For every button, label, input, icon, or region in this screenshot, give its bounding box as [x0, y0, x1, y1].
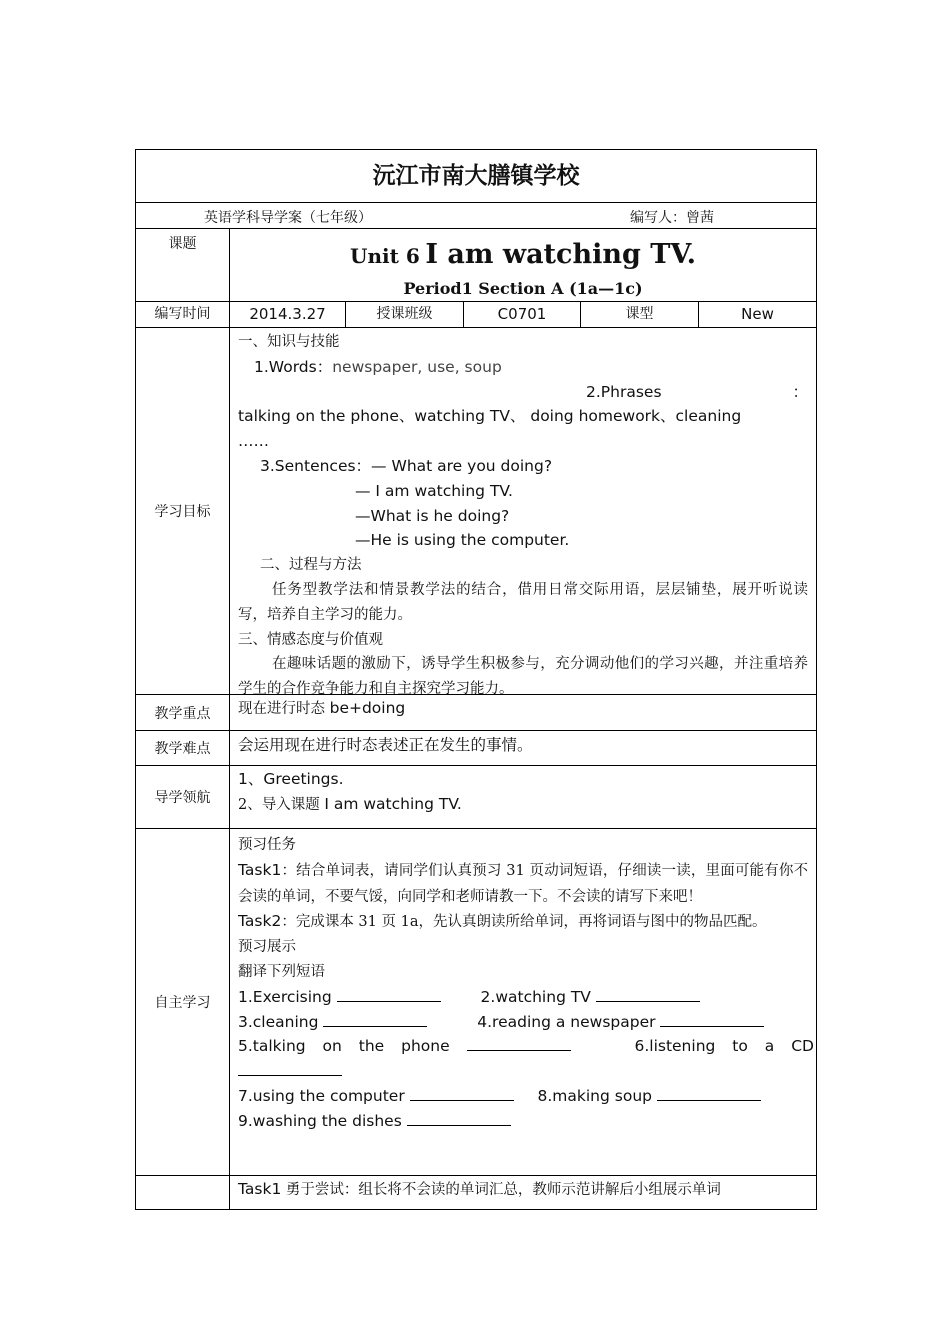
focus-text-en: be+doing: [329, 699, 406, 717]
goals-cell: [230, 328, 817, 698]
self-study-label: 自主学习: [136, 829, 230, 1176]
class-label: 授课班级: [346, 302, 464, 328]
unit-number: Unit 6: [350, 244, 420, 268]
date-value: 2014.3.27: [230, 302, 346, 328]
phrases-colon: ：: [792, 382, 809, 401]
unit-title: [230, 237, 816, 276]
phrase-3: 3.cleaning: [238, 1012, 319, 1031]
guide-line-1: 1、Greetings.: [238, 770, 344, 788]
subject-header: [136, 203, 817, 229]
difficulty-text: 会运用现在进行时态表述正在发生的事情。: [238, 736, 533, 754]
task1-label: Task1: [238, 860, 282, 879]
goals-section-1: 一、知识与技能: [238, 334, 340, 350]
topic-label: 课题: [136, 229, 230, 302]
guide-line-2-en: I am watching TV.: [324, 794, 462, 813]
phrase-7: 7.using the computer: [238, 1086, 405, 1105]
words-label: 1.Words：: [254, 357, 333, 376]
self-study-cell: [230, 829, 817, 1176]
task2-text: ：完成课本 31 页 1a，先认真朗读所给单词，再将词语与图中的物品匹配。: [281, 914, 767, 931]
answer-blank-8[interactable]: [657, 1085, 761, 1101]
sentence-2: — I am watching TV.: [355, 481, 513, 500]
phrase-8: 8.making soup: [537, 1086, 652, 1105]
lesson-plan: [135, 149, 816, 1210]
phrase-4: 4.reading a newspaper: [477, 1012, 656, 1031]
guide-line-2-cn: 2、导入课题: [238, 796, 325, 813]
date-label: 编写时间: [136, 302, 230, 328]
last-task-text: 勇于尝试：组长将不会读的单词汇总，教师示范讲解后小组展示单词: [281, 1182, 721, 1198]
phrase-5: 5.talking on the phone: [238, 1037, 450, 1056]
topic-cell: [230, 229, 817, 302]
phrase-9: 9.washing the dishes: [238, 1111, 402, 1130]
school-title: 沅江市南大膳镇学校: [136, 150, 817, 203]
phrase-row-3b: [238, 1059, 808, 1084]
goals-label: 学习目标: [136, 328, 230, 695]
phrase-row-1: [238, 985, 808, 1010]
goals-section-2: 二、过程与方法: [260, 557, 362, 574]
phrase-row-4: [238, 1084, 808, 1109]
class-value: C0701: [464, 302, 581, 328]
difficulty-label: 教学难点: [136, 731, 230, 766]
task1: [238, 858, 808, 910]
answer-blank-3[interactable]: [323, 1011, 427, 1027]
type-label: 课型: [581, 302, 699, 328]
goals-section-3-text: 在趣味话题的激励下，诱导学生积极参与，充分调动他们的学习兴趣，并注重培养学生的合作竞争能力和自主探究学习能力。: [238, 656, 809, 698]
answer-blank-4[interactable]: [660, 1011, 764, 1027]
answer-blank-2[interactable]: [596, 986, 700, 1002]
last-task: [230, 1176, 816, 1205]
phrases-more: ……: [238, 432, 269, 451]
author-label: 编写人：曾茜: [630, 210, 714, 226]
task2: [238, 909, 808, 935]
goals-section-2-text: 任务型教学法和情景教学法的结合，借用日常交际用语，层层铺垫，展开听说读写，培养自主学习的能力。: [238, 581, 809, 623]
phrase-1: 1.Exercising: [238, 987, 332, 1006]
last-row-cell: [230, 1176, 817, 1210]
unit-name: I am watching TV.: [425, 239, 696, 270]
subject-label: 英语学科导学案（七年级）: [204, 210, 372, 226]
task2-label: Task2: [238, 912, 282, 931]
sentences-label: 3.Sentences：—: [260, 456, 392, 475]
focus-label: 教学重点: [136, 695, 230, 731]
last-task-label: Task1: [238, 1180, 282, 1198]
difficulty-cell: [230, 731, 817, 766]
goals-section-3: 三、情感态度与价值观: [238, 631, 383, 648]
phrase-row-3: [238, 1034, 814, 1059]
phrase-row-2: [238, 1010, 808, 1035]
answer-blank-6[interactable]: [238, 1060, 342, 1076]
phrases-label-line: [238, 380, 808, 405]
sentence-4: —He is using the computer.: [355, 531, 570, 550]
guide-cell: [230, 766, 817, 829]
phrases-line: talking on the phone、watching TV、 doing homework、cleaning: [238, 407, 742, 426]
focus-text-cn: 现在进行时态: [238, 701, 330, 717]
last-row-label: [136, 1176, 230, 1210]
type-value: New: [699, 302, 817, 328]
guide-line-2: [238, 792, 808, 818]
phrase-2: 2.watching TV: [480, 987, 591, 1006]
words-value: newspaper, use, soup: [332, 357, 502, 376]
sentence-3: —What is he doing?: [355, 506, 510, 525]
phrases-label: 2.Phrases: [586, 382, 662, 401]
show-title: 预习展示: [238, 939, 296, 956]
sentences-line: [238, 454, 808, 479]
preview-title: 预习任务: [238, 837, 296, 853]
sentence-1: What are you doing?: [391, 456, 553, 475]
phrase-row-5: [238, 1109, 808, 1134]
answer-blank-7[interactable]: [410, 1085, 514, 1101]
focus-cell: [230, 695, 817, 731]
guide-label: 导学领航: [136, 766, 230, 829]
words-line: [238, 355, 808, 380]
translate-title: 翻译下列短语: [238, 963, 325, 980]
phrase-6: 6.listening to a CD: [634, 1037, 814, 1056]
answer-blank-5[interactable]: [467, 1035, 571, 1051]
answer-blank-9[interactable]: [407, 1110, 511, 1126]
lesson-plan-table: [135, 149, 817, 1210]
answer-blank-1[interactable]: [337, 986, 441, 1002]
task1-text: ：结合单词表，请同学们认真预习 31 页动词短语，仔细读一读，里面可能有你不会读的单词，不要气馁，向同学和老师请教一下。不会读的请写下来吧！: [238, 862, 809, 905]
period-title: Period1 Section A (1a—1c): [403, 279, 643, 298]
